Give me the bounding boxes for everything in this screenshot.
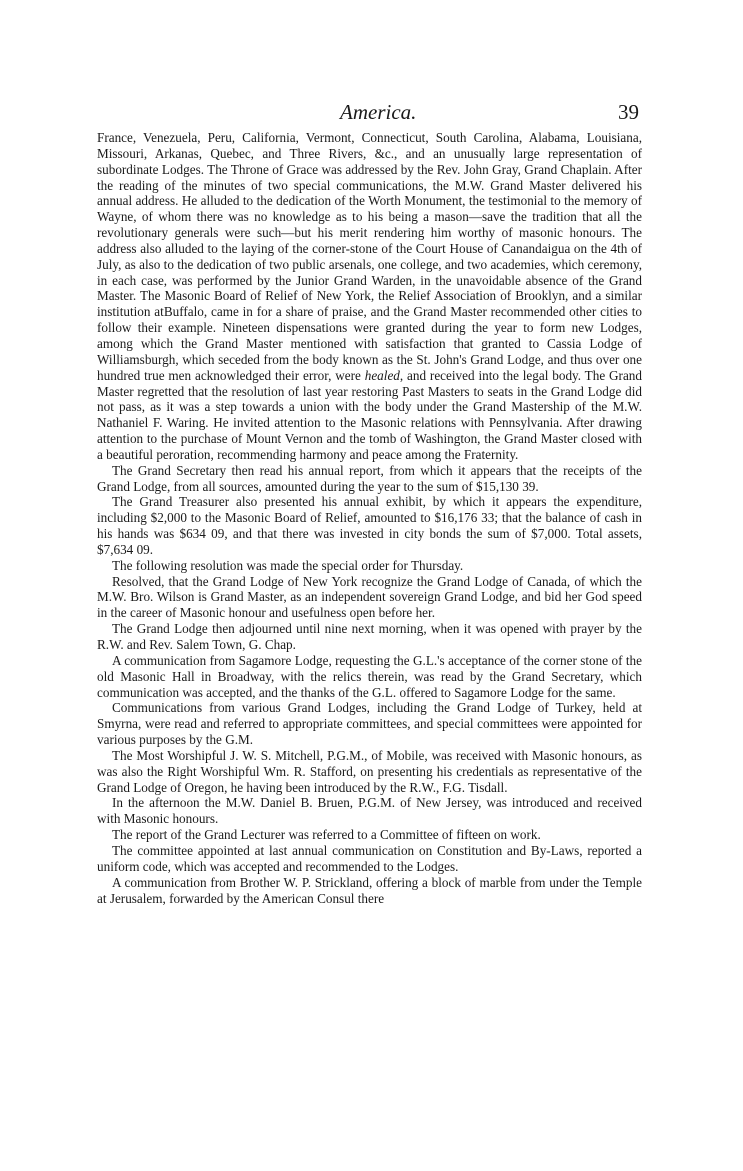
paragraph (97, 795, 642, 827)
text-run: The following resolution was made the special order for Thursday. (112, 557, 464, 573)
text-run: The Most Worshipful J. W. S. Mitchell, P.G.M., of Mobile, was received with Masonic honours, as was also the Right Worshipful Wm. R. Stafford, on presenting his credentials as representative of the Grand Lodge of Oregon, he having been introduced by the R.W., F.G. Tisdall. (97, 747, 642, 795)
paragraph (97, 574, 642, 622)
body-text (97, 130, 642, 906)
text-run: The committee appointed at last annual communication on Constitution and By-Laws, reported a uniform code, which was accepted and recommended to the Lodges. (97, 842, 642, 874)
paragraph (97, 463, 642, 495)
running-header (0, 100, 743, 128)
paragraph (97, 748, 642, 796)
text-run: The Grand Lodge then adjourned until nine next morning, when it was opened with prayer by the R.W. and Rev. Salem Town, G. Chap. (97, 621, 642, 652)
text-run: A communication from Brother W. P. Strickland, offering a block of marble from under the Temple at Jerusalem, forwarded by the American Consul there (97, 874, 642, 906)
text-run: , and received into the legal body. The Grand Master regretted that the resolution of last year restoring Past Masters to seats in the Grand Lodge did not pass, as it was a step towards a union with the body under the Grand Mastership of the M.W. Nathaniel F. Waring. He invited attention to the Masonic relations with Pennsylvania. After drawing attention to the purchase of Mount Vernon and the tomb of Washington, the Grand Master closed with a beautiful peroration, recommending harmony and peace among the Fraternity. (97, 367, 642, 462)
paragraph (97, 827, 642, 843)
paragraph (97, 558, 642, 574)
paragraph (97, 843, 642, 875)
text-run: Communications from various Grand Lodges, including the Grand Lodge of Turkey, held at Smyrna, were read and referred to appropriate committees, and special committees were appointed for various purposes by the G.M. (97, 700, 642, 748)
paragraph (97, 494, 642, 557)
paragraph (97, 653, 642, 701)
paragraph (97, 130, 642, 463)
italic-word-healed: healed (364, 367, 400, 383)
text-run: A communication from Sagamore Lodge, requesting the G.L.'s acceptance of the corner stone of the old Masonic Hall in Broadway, with the relics therein, was read by the Grand Secretary, which communication was accepted, and the thanks of the G.L. offered to Sagamore Lodge for the same. (97, 652, 642, 700)
text-run: In the afternoon the M.W. Daniel B. Bruen, P.G.M. of New Jersey, was introduced and received with Masonic honours. (97, 795, 642, 827)
running-title: America. (340, 100, 417, 124)
paragraph (97, 700, 642, 748)
text-run: The Grand Treasurer also presented his annual exhibit, by which it appears the expenditure, including $2,000 to the Masonic Board of Relief, amounted to $16,176 33; that the balance of cash in his hands was $634 09, and that there was invested in city bonds the sum of $7,000. Total assets, $7,634 09. (97, 494, 642, 557)
text-run: France, Venezuela, Peru, California, Vermont, Connecticut, South Carolina, Alabama, Louisiana, Missouri, Arkanas, Quebec, and Three Rivers, &c., and an unusually large representation of subordinate Lodges. The Throne of Grace was addressed by the Rev. John Gray, Grand Chaplain. After the reading of the minutes of two special communications, the M.W. Grand Master delivered his annual address. He alluded to the dedication of the Worth Monument, the testimonial to the memory of Wayne, of whom there was no knowledge as to his being a mason—save the tradition that all the revolutionary generals were such—but his merit rendering him worthy of masonic honours. The address also alluded to the laying of the corner-stone of the Court House of Canandaigua on the 4th of July, as also to the dedication of two public arsenals, one college, and two academies, which ceremony, in each case, was performed by the Junior Grand Warden, in the unavoidable absence of the Grand Master. The Masonic Board of Relief of New York, the Relief Association of Brooklyn, and a similar institution atBuffalo, came in for a share of praise, and the Grand Master recommended other cities to follow their example. Nineteen dispensations were granted during the year to form new Lodges, among which the Grand Master mentioned with satisfaction that granted to Cassia Lodge of Williamsburgh, which seceded from the body known as the St. John's Grand Lodge, and thus over one hundred true men acknowledged their error, were (97, 130, 642, 383)
paragraph (97, 875, 642, 907)
text-run: The Grand Secretary then read his annual report, from which it appears that the receipts of the Grand Lodge, from all sources, amounted during the year to the sum of $15,130 39. (97, 462, 642, 494)
text-run: The report of the Grand Lecturer was referred to a Committee of fifteen on work. (112, 827, 541, 843)
text-run: Resolved, that the Grand Lodge of New York recognize the Grand Lodge of Canada, of which the M.W. Bro. Wilson is Grand Master, as an independent sovereign Grand Lodge, and bid her God speed in the career of Masonic honour and usefulness open before her. (97, 573, 642, 621)
paragraph (97, 621, 642, 653)
page-number: 39 (618, 100, 639, 124)
